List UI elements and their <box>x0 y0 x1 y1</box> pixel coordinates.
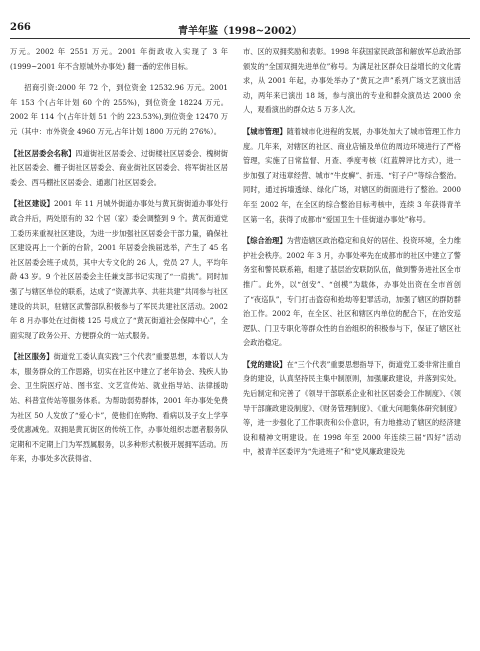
section-heading: 【城市管理】 <box>243 126 287 136</box>
paragraph-text: 为营造辖区政治稳定和良好的居住、投资环境，全力维护社会秩序。2002 年 3 月，办事处率先在成都市的社区中建立了警务室和警民联系箱，组建了基层治安联防队伍，做到警务进社区全市推广。此外，以“创安”、“创模”为载体，办事处出资在全市首创了“夜巡队”，专门打击盗窃和抢劫等犯罪活动，加强了辖区的群防群治工作。2002 年，在全区、社区和辖区内单位的配合下，在治安巡逻队、门卫专职化等群众性的自治组织的积极参与下，保证了辖区社会政治稳定。 <box>243 236 461 348</box>
section-heading: 【综合治理】 <box>243 236 287 246</box>
paragraph-text: 市、区的双拥奖励和表彰。1998 年获国家民政部和解放军总政治部颁发的“全国双拥先进单位”称号。为满足社区群众日益增长的文化需求，从 2001 年起，办事处举办了“黄瓦之声”系列广场文艺演出活动，两年来已演出 18 场，参与演出的专业和群众演员达 2000 余人，观看演出的群众达 5 万多人次。 <box>243 47 461 115</box>
right-column <box>243 45 461 467</box>
section-heading: 【党的建设】 <box>243 359 287 369</box>
section-paragraph <box>243 234 461 351</box>
section-heading: 【社区居委会名称】 <box>10 148 76 158</box>
page-number: 266 <box>10 22 31 33</box>
paragraph-text: 街道党工委认真实践“三个代表”重要思想，本着以人为本，服务群众的工作思路，切实在社区中建立了老年协会、残疾人协会、卫生院医疗站、图书室、文艺宣传站、就业指导站、法律援助站、科普宣传站等服务体系。为帮助弱势群体，2001 年办事处免费为社区 50 人发放了“爱心卡”，使他们在购物、看病以及子女上学享受优惠减免。双拥是黄瓦街区的传统工作，办事处组织志愿者服务队定期和不定期上门为军烈属服务，以多种形式积极开展拥军活动。历年来，办事处多次获得省、 <box>10 352 228 464</box>
journal-title: 青羊年鉴（1998~2002） <box>177 26 303 37</box>
paragraph-text: 2001 年 11 月城外街道办事处与黄瓦街街道办事处行政合并后，两处原有的 32 个居（家）委会调整到 9 个。黄瓦街道党工委历来重视社区建设，为进一步加强社区居委会干部力量，确保社区建设再上一个新的台阶，2001 年居委会换届选举，产生了 45 名社区居委会班子成员，其中大专文化的 26 人，党员 27 人，平均年龄 43 岁。9 个社区居委会主任兼支部书记实现了“一肩挑”。同时加强了与辖区单位的联系，达成了“资源共享、共驻共建”共同参与社区建设的共识，驻辖区武警部队积极参与了军民共建社区活动。2002 年 8 月办事处在过街楼 125 号成立了“黄瓦街道社会保障中心”，全面实现了政务公开、方便群众的一站式服务。 <box>10 199 228 340</box>
section-paragraph <box>10 197 228 343</box>
paragraph <box>10 45 228 74</box>
paragraph-text: 招商引资:2000 年 72 个，到位资金 12532.96 万元。2001 年 153 个(占年计划 60 个的 255%)，到位资金 18224 万元。2002 年 114 个(占年计划 51 个的 223.53%),到位资金 12470 万元（其中：市外资金 4960 万元,占年计划 1800 万元的 276%）。 <box>10 83 228 136</box>
running-header <box>10 22 470 36</box>
section-paragraph <box>243 358 461 460</box>
header-rule <box>10 38 470 39</box>
paragraph-text: 随着城市化进程的发展，办事处加大了城市管理工作力度。几年来，对辖区的社区、商业店铺及单位的周边环境进行了严格管理，实施了日常监督、月查、季度考核（红蓝牌评比方式），进一步加强了对违章经营、城市“牛皮癣”、折违、“钉子户”等综合整治。同时，通过拆墙透绿、绿化广场，对辖区的街面进行了整治。2000 年至 2002 年，在全区的综合整治目标考核中，连续 3 年获得青羊区第一名，获得了成都市“爱国卫生十佳街道办事处”称号。 <box>243 126 461 224</box>
section-heading: 【社区建设】 <box>10 199 55 209</box>
paragraph-text: 四道街社区居委会、过街楼社区居委会、槐树街社区居委会、栅子街社区居委会、商业街社区居委会、将军街社区居委会、西马棚社区居委会、通惠门社区居委会。 <box>10 148 228 187</box>
paragraph-text: 在“三个代表”重要思想指导下，街道党工委非常注重自身的建设，认真坚持民主集中制原则，加强廉政建设，并落到实处。先后制定和完善了《领导干部联系企业和社区居委会工作制度》、《领导干部廉政建设制度》、《财务管理制度》、《重大问题集体研究制度》等，进一步强化了工作职责和公仆意识，有力地推动了辖区的经济建设和精神文明建设。在 1998 年至 2000 年连续三届“四好”活动中，被青羊区委评为“先进班子”和“党风廉政建设先 <box>243 359 461 457</box>
section-paragraph <box>10 147 228 191</box>
section-heading: 【社区服务】 <box>10 352 54 362</box>
left-column <box>10 45 228 474</box>
section-paragraph <box>10 350 228 467</box>
paragraph-text: 万元。2002 年 2551 万元。2001 年街政收入实现了 3 年(1999~2001 年不含原城外办事处) 翻一番的宏伟目标。 <box>10 47 228 71</box>
paragraph <box>243 45 461 118</box>
paragraph <box>10 81 228 139</box>
section-paragraph <box>243 125 461 227</box>
